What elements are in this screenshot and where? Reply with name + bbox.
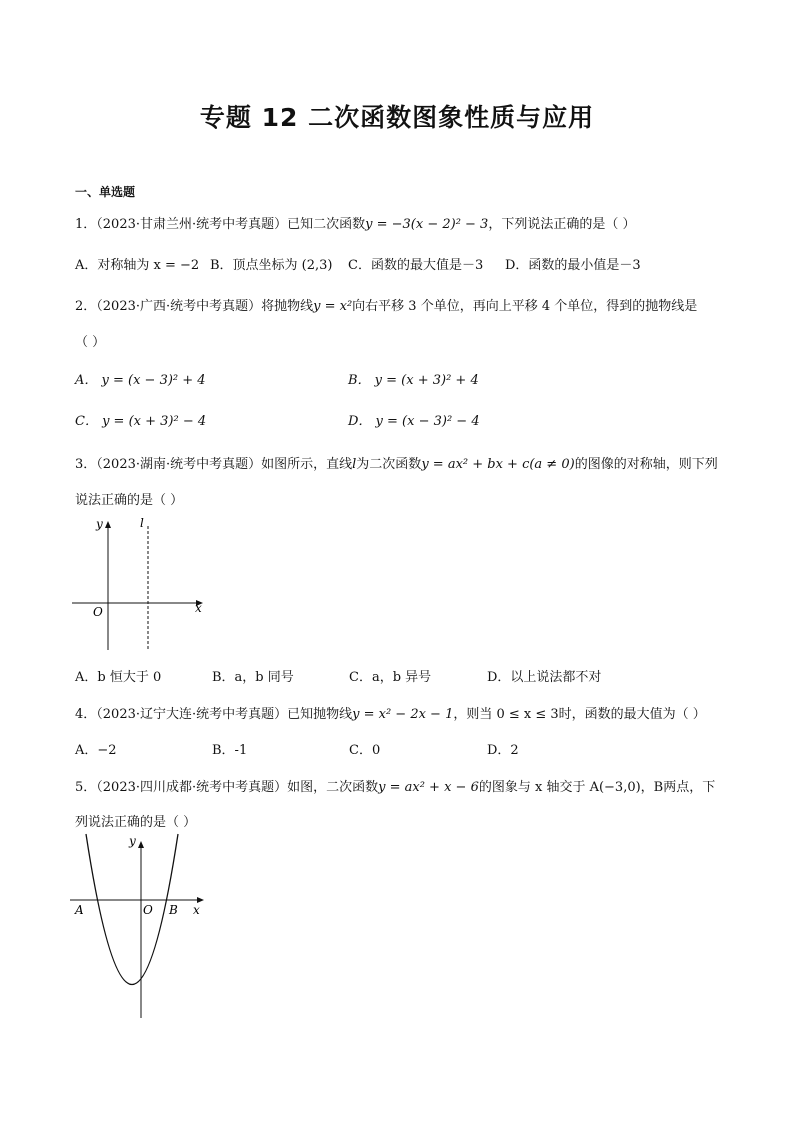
q5-label-o: O — [143, 903, 153, 917]
question-1-tail: ，下列说法正确的是（ ） — [488, 217, 636, 232]
question-5-stem — [75, 776, 715, 795]
question-1-option-b: B．顶点坐标为 (2,3) — [210, 258, 333, 273]
question-4-stem — [75, 703, 706, 722]
q5-label-y: y — [129, 834, 136, 848]
question-3-option-d: D．以上说法都不对 — [487, 670, 602, 685]
question-3-formula: y = ax² + bx + c(a ≠ 0) — [421, 457, 575, 472]
question-1-stem — [75, 213, 635, 232]
question-5-line2: 列说法正确的是（ ） — [75, 815, 197, 830]
question-4-tail: ，则当 0 ≤ x ≤ 3时，函数的最大值为（ ） — [453, 707, 706, 722]
question-4-option-b: B．-1 — [212, 743, 248, 758]
page-title: 专题 12 二次函数图象性质与应用 — [199, 103, 595, 132]
q5-label-a: A — [75, 903, 84, 917]
question-1-text: 1．（2023·甘肃兰州·统考中考真题）已知二次函数 — [75, 217, 366, 232]
question-3-mid: 为二次函数 — [356, 457, 422, 472]
question-1-option-c: C．函数的最大值是－3 — [348, 258, 484, 273]
question-3-figure — [66, 512, 216, 654]
question-3-option-b: B．a，b 同号 — [212, 670, 294, 685]
q3-label-x: x — [195, 601, 202, 615]
section-heading: 一、单选题 — [75, 185, 136, 199]
question-3-option-c: C．a，b 异号 — [349, 670, 432, 685]
question-3-stem — [75, 453, 718, 472]
question-5-text: 5．（2023·四川成都·统考中考真题）如图，二次函数 — [75, 780, 379, 795]
question-3-l: l — [352, 457, 357, 472]
question-1-option-d: D．函数的最小值是－3 — [505, 258, 641, 273]
q5-label-x: x — [193, 903, 200, 917]
question-2-stem — [75, 295, 697, 314]
q3-y-arrow-icon — [105, 521, 111, 528]
question-1-formula: y = −3(x − 2)² − 3 — [365, 217, 489, 232]
question-4-option-c: C．0 — [349, 743, 381, 758]
question-4-option-d: D．2 — [487, 743, 519, 758]
question-2-formula: y = x² — [313, 299, 353, 314]
question-1-option-a: A．对称轴为 x = −2 — [75, 258, 200, 273]
question-2-option-a: A． y = (x − 3)² + 4 — [75, 373, 206, 388]
question-4-option-a: A．−2 — [75, 743, 117, 758]
q3-label-l: l — [140, 516, 144, 530]
question-5-tail: 的图象与 x 轴交于 A(−3,0)，B两点，下 — [478, 780, 716, 795]
q3-label-o: O — [93, 605, 103, 619]
question-2-option-d: D． y = (x − 3)² − 4 — [348, 414, 480, 429]
question-2-text: 2．（2023·广西·统考中考真题）将抛物线 — [75, 299, 314, 314]
question-3-text: 3．（2023·湖南·统考中考真题）如图所示，直线 — [75, 457, 353, 472]
q5-parabola — [86, 834, 178, 985]
question-3-tail: 的图像的对称轴，则下列 — [574, 457, 718, 472]
question-2-paren: （ ） — [75, 335, 106, 350]
question-3-option-a: A．b 恒大于 0 — [75, 670, 162, 685]
question-2-option-b: B． y = (x + 3)² + 4 — [348, 373, 479, 388]
question-4-text: 4．（2023·辽宁大连·统考中考真题）已知抛物线 — [75, 707, 353, 722]
question-2-tail: 向右平移 3 个单位，再向上平移 4 个单位，得到的抛物线是 — [352, 299, 698, 314]
question-5-figure — [66, 832, 216, 1022]
question-3-line2: 说法正确的是（ ） — [75, 493, 184, 508]
q3-label-y: y — [96, 517, 103, 531]
question-5-formula: y = ax² + x − 6 — [378, 780, 479, 795]
question-2-option-c: C． y = (x + 3)² − 4 — [75, 414, 207, 429]
question-4-formula: y = x² − 2x − 1 — [352, 707, 454, 722]
q5-y-arrow-icon — [138, 841, 144, 848]
q5-label-b: B — [169, 903, 178, 917]
